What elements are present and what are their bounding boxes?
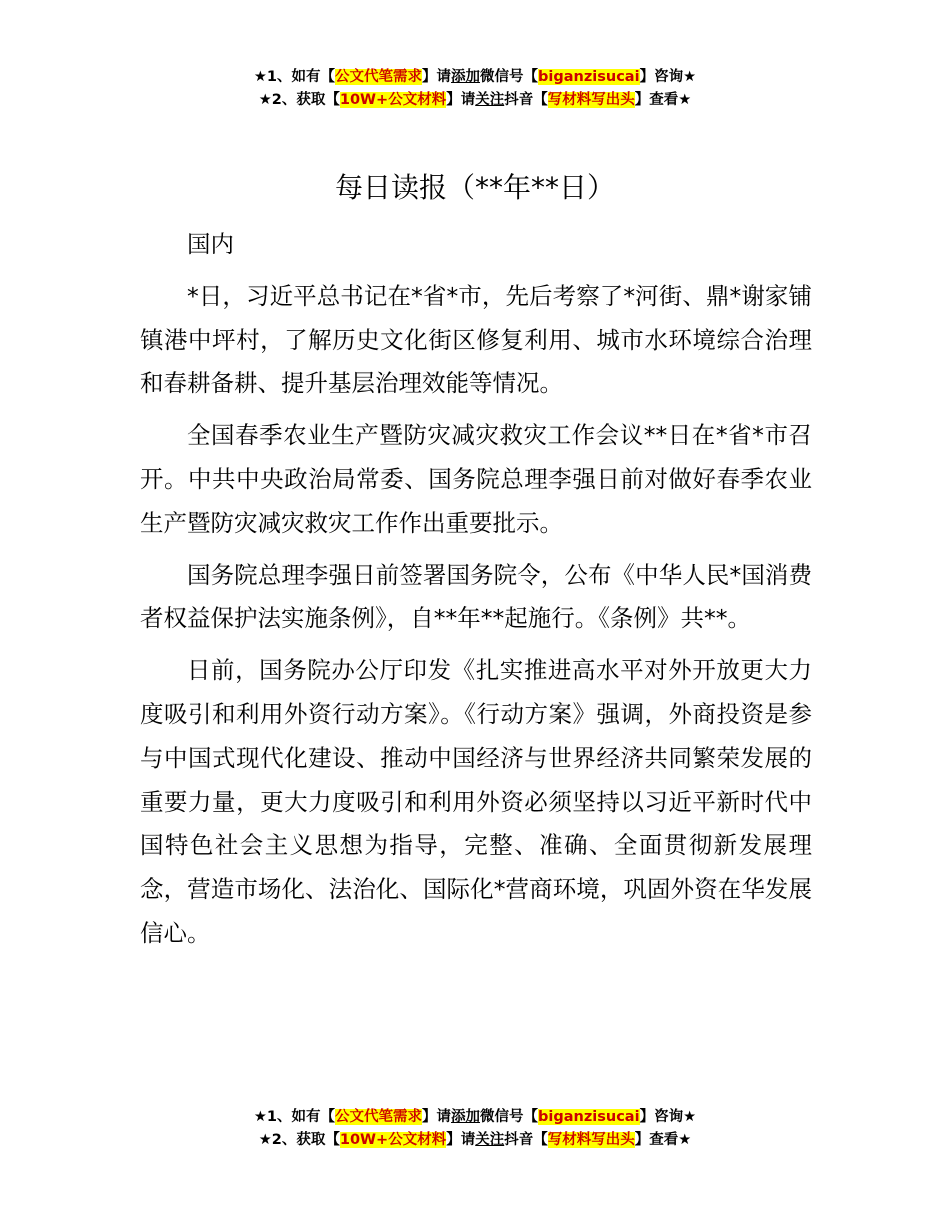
paragraph: 全国春季农业生产暨防灾减灾救灾工作会议**日在*省*市召开。中共中央政治局常委、国务院总理李强日前对做好春季农业生产暨防灾减灾救灾工作作出重要批示。 <box>140 421 812 537</box>
promo-suffix: 】查看★ <box>634 1132 692 1148</box>
promo-highlight-account: 写材料写出头 <box>547 92 635 108</box>
header-promo <box>0 66 950 112</box>
promo-underlined-text: 关注 <box>475 1132 505 1148</box>
promo-text: 】请 <box>446 92 476 108</box>
promo-text: 抖音【 <box>504 1132 548 1148</box>
header-promo-line-1 <box>0 66 950 89</box>
footer-promo-line-1 <box>0 1106 950 1129</box>
promo-suffix: 】咨询★ <box>639 1109 697 1125</box>
promo-underlined-text: 关注 <box>475 92 505 108</box>
promo-highlight-service: 公文代笔需求 <box>335 1109 423 1125</box>
promo-highlight-materials: 10W+公文材料 <box>339 92 447 108</box>
promo-star-prefix: ★2、获取【 <box>258 1132 340 1148</box>
header-promo-line-2 <box>0 89 950 112</box>
promo-suffix: 】查看★ <box>634 92 692 108</box>
paragraph: *日，习近平总书记在*省*市，先后考察了*河街、鼎*谢家铺镇港中坪村，了解历史文化街区修复利用、城市水环境综合治理和春耕备耕、提升基层治理效能等情况。 <box>140 281 812 398</box>
paragraph: 国务院总理李强日前签署国务院令，公布《中华人民*国消费者权益保护法实施条例》，自**年**起施行。《条例》共**。 <box>140 560 812 633</box>
promo-text: 】请 <box>422 69 452 85</box>
promo-highlight-account: 写材料写出头 <box>547 1132 635 1148</box>
promo-highlight-wechat-id: biganzisucai <box>538 69 640 85</box>
promo-text: 微信号【 <box>480 1109 539 1125</box>
promo-highlight-service: 公文代笔需求 <box>335 69 423 85</box>
document-body <box>140 223 812 964</box>
promo-highlight-materials: 10W+公文材料 <box>339 1132 447 1148</box>
promo-text: 抖音【 <box>504 92 548 108</box>
promo-text: 】请 <box>422 1109 452 1125</box>
promo-star-prefix: ★1、如有【 <box>253 69 336 85</box>
promo-underlined-text: 添加 <box>451 69 481 85</box>
footer-promo-line-2 <box>0 1129 950 1152</box>
document-title: 每日读报（**年**日） <box>334 171 615 204</box>
promo-suffix: 】咨询★ <box>639 69 697 85</box>
footer-promo <box>0 1106 950 1152</box>
paragraph: 日前，国务院办公厅印发《扎实推进高水平对外开放更大力度吸引和利用外资行动方案》。《行动方案》强调，外商投资是参与中国式现代化建设、推动中国经济与世界经济共同繁荣发展的重要力量，更大力度吸引和利用外资必须坚持以习近平新时代中国特色社会主义思想为指导，完整、准确、全面贯彻新发展理念，营造市场化、法治化、国际化*营商环境，巩固外资在华发展信心。 <box>140 656 812 947</box>
promo-highlight-wechat-id: biganzisucai <box>538 1109 640 1125</box>
section-heading: 国内 <box>187 230 234 258</box>
promo-star-prefix: ★1、如有【 <box>253 1109 336 1125</box>
promo-text: 微信号【 <box>480 69 539 85</box>
promo-underlined-text: 添加 <box>451 1109 481 1125</box>
promo-text: 】请 <box>446 1132 476 1148</box>
promo-star-prefix: ★2、获取【 <box>258 92 340 108</box>
